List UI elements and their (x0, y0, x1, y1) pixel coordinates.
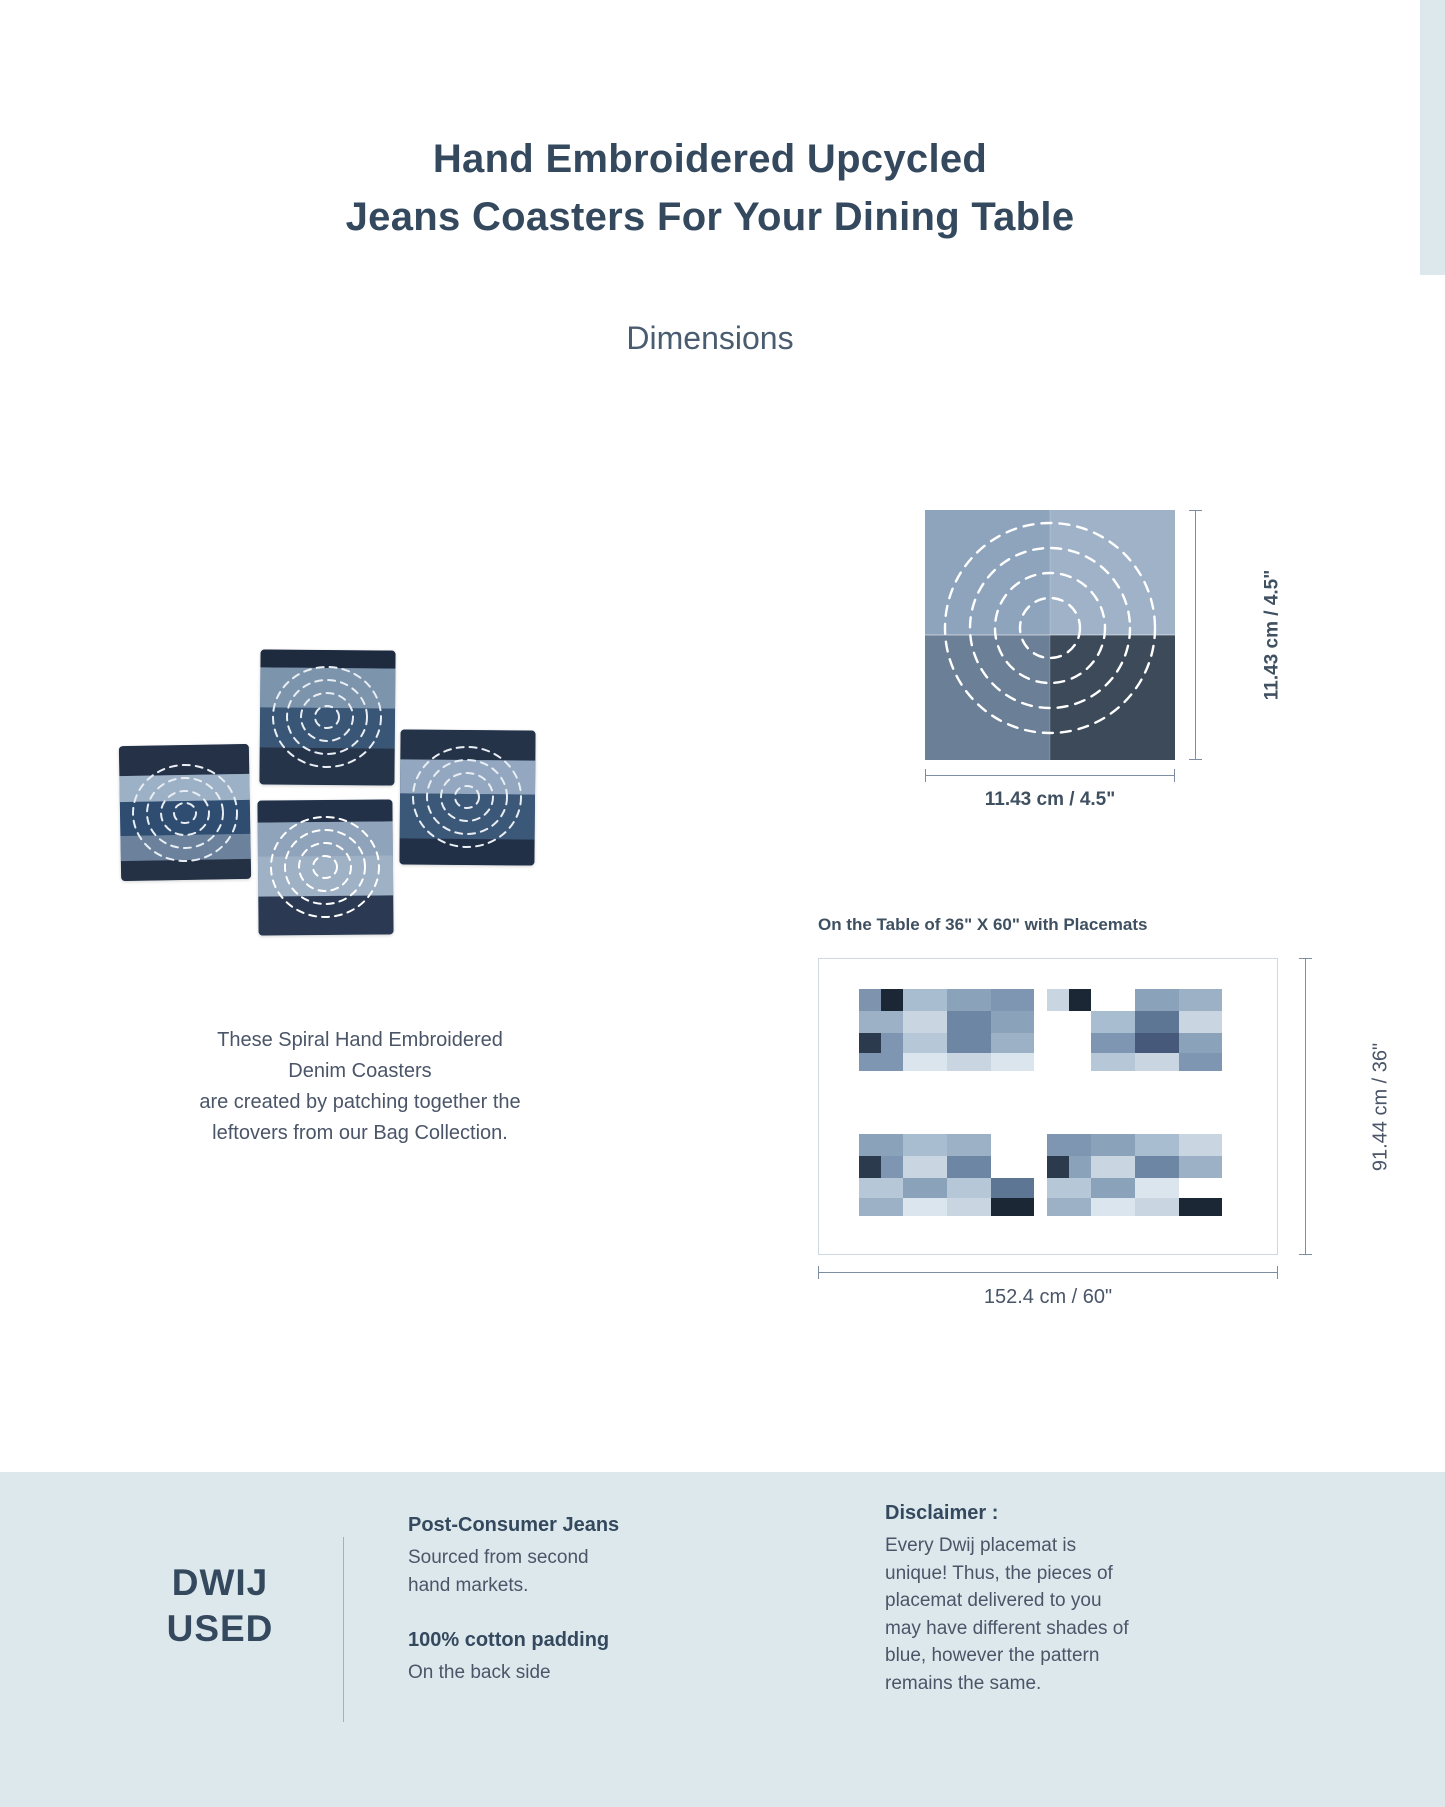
brand-line-1: DWIJ (171, 1562, 269, 1603)
embroidery-spiral-icon (119, 744, 251, 881)
placemat-patch (1135, 1134, 1179, 1156)
placemat-patch (1179, 1011, 1222, 1033)
disclaimer-line-2: unique! Thus, the pieces of (885, 1562, 1113, 1584)
placemat-patch (991, 1178, 1034, 1198)
page-subtitle: Dimensions (626, 320, 794, 356)
dimension-cap (1299, 1254, 1312, 1255)
material-heading-2: 100% cotton padding (408, 1629, 610, 1652)
dimension-cap (1174, 769, 1175, 782)
placemat-patch (1179, 1134, 1222, 1156)
dimension-cap (818, 1266, 819, 1279)
placemat-patch (1047, 1011, 1091, 1033)
table-height-label: 91.44 cm / 36" (1369, 1042, 1392, 1171)
placemat-patch (991, 989, 1034, 1011)
disclaimer-heading: Disclaimer : (885, 1502, 999, 1524)
product-caption-line-1: These Spiral Hand Embroidered (217, 1029, 503, 1051)
brand-logo (140, 1560, 300, 1653)
placemat-patch (859, 1053, 903, 1071)
placemat-patch (881, 989, 903, 1011)
placemat-patch (859, 1134, 903, 1156)
placemat-patch (903, 1156, 947, 1178)
product-caption-line-3: are created by patching together the (199, 1091, 521, 1113)
placemat-patch (1047, 1053, 1091, 1071)
placemat-patch (1047, 1198, 1091, 1216)
table-width-label: 152.4 cm / 60" (983, 1286, 1113, 1308)
placemat-patch (903, 1011, 947, 1033)
placemat-patch (903, 989, 947, 1011)
placemat-patch (1091, 1156, 1135, 1178)
placemat-top-left (859, 989, 1034, 1071)
placemat-patch (903, 1178, 947, 1198)
disclaimer-body (885, 1532, 1265, 1697)
placemat-patch (991, 1053, 1034, 1071)
placemat-patch (1091, 1053, 1135, 1071)
placemat-patch (859, 1178, 903, 1198)
placemat-patch (1179, 1033, 1222, 1053)
coaster-right (399, 729, 535, 865)
embroidery-spiral-icon (399, 729, 535, 865)
placemat-bottom-left (859, 1134, 1034, 1216)
placemat-patch (903, 1134, 947, 1156)
placemat-patch (859, 1156, 881, 1178)
disclaimer-line-5: blue, however the pattern (885, 1645, 1100, 1667)
material-body-2: On the back side (408, 1662, 551, 1684)
footer-material-column (408, 1514, 708, 1687)
placemat-patch (859, 1198, 903, 1216)
placemat-patch (1047, 1134, 1091, 1156)
table-diagram-heading: On the Table of 36" X 60" with Placemats (818, 915, 1148, 934)
coaster-dimension-diagram (925, 510, 1175, 760)
dimension-line (1305, 958, 1306, 1255)
placemat-patch (1179, 1156, 1222, 1178)
placemat-patch (991, 1134, 1034, 1156)
placemat-patch (991, 1033, 1034, 1053)
placemat-patch (1091, 1178, 1135, 1198)
coaster-height-dimension (1185, 510, 1283, 760)
coaster-width-label: 11.43 cm / 4.5" (984, 789, 1116, 810)
placemat-patch (947, 989, 991, 1011)
placemat-patch (881, 1033, 903, 1053)
table-height-dimension (1295, 958, 1392, 1255)
placemat-patch (903, 1053, 947, 1071)
placemat-patch (947, 1156, 991, 1178)
placemat-patch (1091, 1011, 1135, 1033)
placemat-patch (903, 1198, 947, 1216)
dimension-cap (1277, 1266, 1278, 1279)
disclaimer-line-6: remains the same. (885, 1672, 1042, 1694)
placemat-bottom-right (1047, 1134, 1222, 1216)
material-body-1 (408, 1544, 708, 1599)
placemat-patch (859, 989, 881, 1011)
placemat-patch (1047, 989, 1069, 1011)
material-body-1-line-1: Sourced from second (408, 1547, 589, 1568)
table-diagram-box (818, 958, 1278, 1255)
coaster-height-label: 11.43 cm / 4.5" (1261, 569, 1283, 701)
placemat-patch (1091, 1033, 1135, 1053)
placemat-patch (947, 1134, 991, 1156)
placemat-patch (1047, 1033, 1091, 1053)
page-title-line-1: Hand Embroidered Upcycled (432, 137, 988, 181)
embroidery-spiral-icon (259, 649, 395, 785)
placemat-patch (991, 1011, 1034, 1033)
spacer (408, 1599, 708, 1629)
dimension-line (925, 775, 1175, 776)
placemat-patch (1135, 1011, 1179, 1033)
product-caption (90, 1025, 630, 1149)
placemat-patch (1135, 1156, 1179, 1178)
footer-divider (343, 1537, 344, 1722)
placemat-patch (1179, 1053, 1222, 1071)
dimension-line (818, 1272, 1278, 1273)
placemat-top-right (1047, 989, 1222, 1071)
placemat-patch (1091, 1198, 1135, 1216)
placemat-patch (1091, 1134, 1135, 1156)
disclaimer-line-4: may have different shades of (885, 1617, 1129, 1639)
placemat-patch (1135, 1198, 1179, 1216)
placemat-patch (991, 1156, 1034, 1178)
placemat-patch (947, 1011, 991, 1033)
placemat-patch (1179, 989, 1222, 1011)
placemat-patch (947, 1198, 991, 1216)
page-title (0, 130, 1420, 246)
footer (0, 1472, 1445, 1807)
disclaimer-line-3: placemat delivered to you (885, 1590, 1102, 1612)
placemat-patch (1069, 1156, 1091, 1178)
placemat-patch (859, 1011, 903, 1033)
dimension-cap (1189, 759, 1202, 760)
placemat-patch (1135, 1033, 1179, 1053)
product-caption-line-4: leftovers from our Bag Collection. (212, 1122, 508, 1144)
product-caption-line-2: Denim Coasters (288, 1060, 432, 1082)
corner-accent-bar (1420, 0, 1445, 275)
placemat-patch (881, 1156, 903, 1178)
dimension-cap (1299, 958, 1312, 959)
placemat-patch (1179, 1178, 1222, 1198)
placemat-patch (859, 1033, 881, 1053)
placemat-patch (1135, 989, 1179, 1011)
coaster-swatch (925, 510, 1175, 760)
material-heading-1: Post-Consumer Jeans (408, 1514, 620, 1536)
placemat-patch (903, 1033, 947, 1053)
swatch-spiral-icon (925, 510, 1175, 760)
dimension-line (1195, 510, 1196, 760)
placemat-patch (1047, 1156, 1069, 1178)
footer-disclaimer-column (885, 1502, 1265, 1697)
placemat-patch (1069, 989, 1091, 1011)
material-body-1-line-2: hand markets. (408, 1574, 529, 1596)
coaster-top (259, 649, 395, 785)
placemat-patch (1135, 1178, 1179, 1198)
placemat-patch (1091, 989, 1135, 1011)
placemat-patch (947, 1033, 991, 1053)
page-title-line-2: Jeans Coasters For Your Dining Table (345, 195, 1075, 239)
brand-line-2: USED (166, 1608, 274, 1650)
coaster-left (119, 744, 251, 881)
product-photo (100, 620, 620, 980)
placemat-patch (991, 1198, 1034, 1216)
dimension-cap (1189, 510, 1202, 511)
coaster-bottom (257, 799, 393, 935)
placemat-patch (1179, 1198, 1222, 1216)
placemat-patch (947, 1053, 991, 1071)
placemat-patch (947, 1178, 991, 1198)
disclaimer-line-1: Every Dwij placemat is (885, 1535, 1077, 1556)
embroidery-spiral-icon (257, 799, 393, 935)
dimension-cap (925, 769, 926, 782)
placemat-patch (1047, 1178, 1091, 1198)
placemat-patch (1135, 1053, 1179, 1071)
